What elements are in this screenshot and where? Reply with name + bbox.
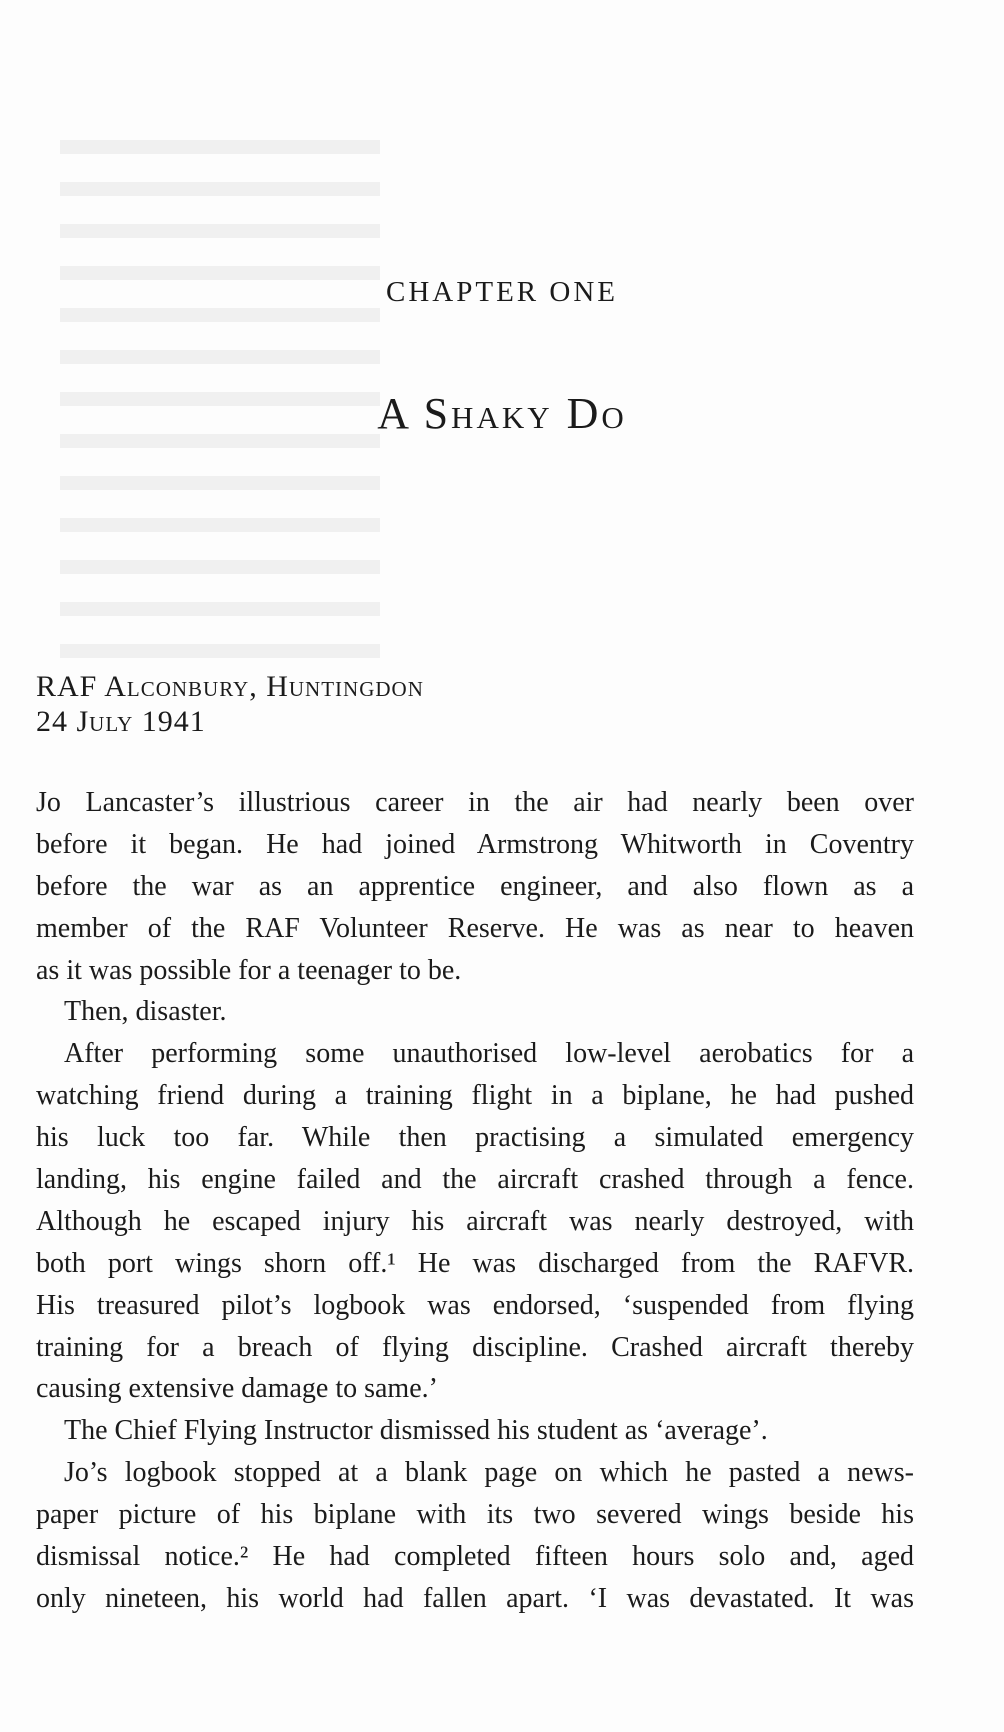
text-line: landing, his engine failed and the aircraft crashed through a fence. — [36, 1164, 914, 1196]
text-line: Then, disaster. — [64, 996, 227, 1028]
chapter-title: A Shaky Do — [377, 389, 627, 438]
text-line: as it was possible for a teenager to be. — [36, 954, 462, 986]
text-line: dismissal notice.² He had completed fifteen hours solo and, aged — [36, 1541, 914, 1573]
text-line: his luck too far. While then practising a simulated emergency — [36, 1122, 914, 1154]
text-line: The Chief Flying Instructor dismissed his student as ‘average’. — [64, 1415, 768, 1447]
location-heading: RAF Alconbury, Huntingdon — [36, 670, 424, 703]
text-line: only nineteen, his world had fallen apart. ‘I was devastated. It was — [36, 1582, 914, 1614]
text-line: Jo Lancaster’s illustrious career in the air had nearly been over — [36, 787, 914, 818]
text-line: causing extensive damage to same.’ — [36, 1373, 438, 1405]
text-line: member of the RAF Volunteer Reserve. He was as near to heaven — [36, 912, 914, 944]
text-line: Jo’s logbook stopped at a blank page on which he pasted a news- — [64, 1457, 914, 1489]
text-line: training for a breach of flying discipline. Crashed aircraft thereby — [36, 1331, 914, 1363]
date-heading: 24 July 1941 — [36, 705, 206, 738]
text-line: before it began. He had joined Armstrong Whitworth in Coventry — [36, 828, 914, 860]
text-line: His treasured pilot’s logbook was endorsed, ‘suspended from flying — [36, 1289, 914, 1321]
text-line: After performing some unauthorised low-level aerobatics for a — [64, 1038, 914, 1070]
text-line: both port wings shorn off.¹ He was discharged from the RAFVR. — [36, 1247, 914, 1279]
text-line: paper picture of his biplane with its two severed wings beside his — [36, 1499, 914, 1531]
text-line: watching friend during a training flight in a biplane, he had pushed — [36, 1080, 914, 1112]
body-text — [36, 782, 914, 1620]
text-line: Although he escaped injury his aircraft was nearly destroyed, with — [36, 1205, 914, 1237]
chapter-label: CHAPTER ONE — [386, 276, 618, 308]
text-line: before the war as an apprentice engineer, and also flown as a — [36, 870, 914, 902]
